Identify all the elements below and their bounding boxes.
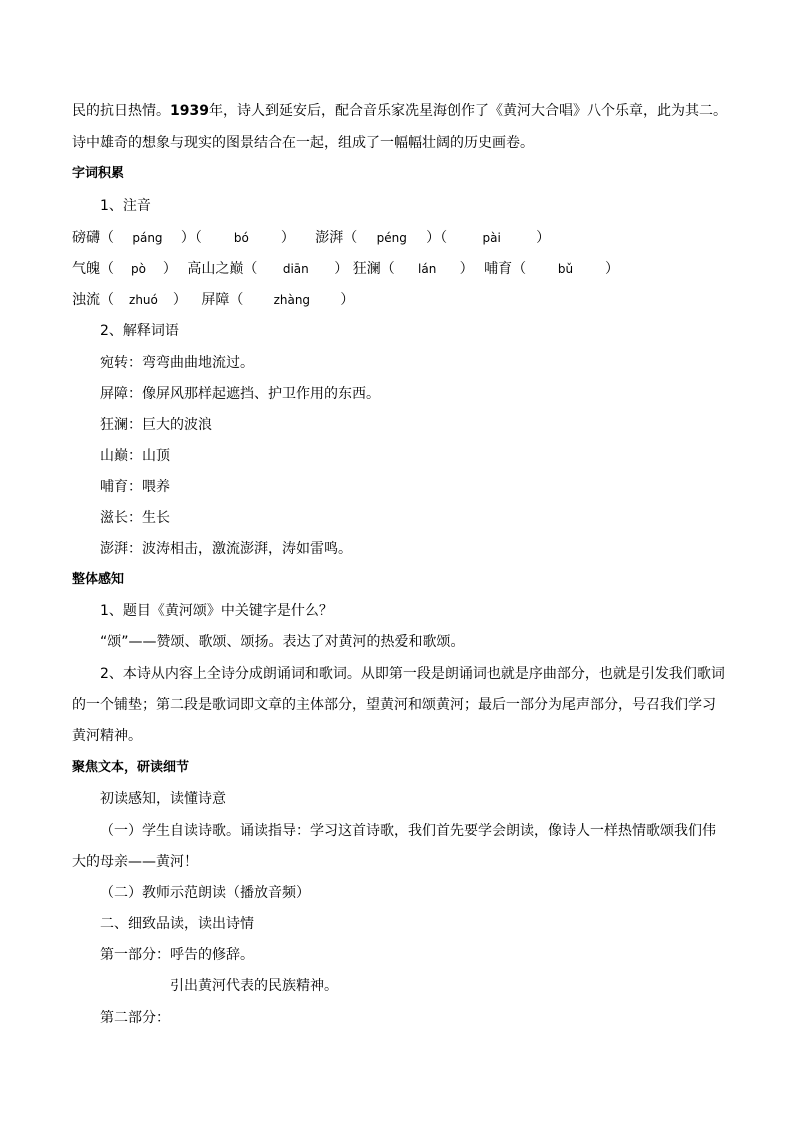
pinyin-bracket: ） <box>340 292 355 308</box>
pinyin-value: zhàng <box>273 293 311 307</box>
pinyin-word: 磅礴（ <box>72 230 114 246</box>
intro-year: 1939 <box>170 103 209 119</box>
item-1-line-2: 大的母亲——黄河！ <box>72 854 198 870</box>
pinyin-word: 屏障（ <box>201 292 244 308</box>
definition-item: 狂澜：巨大的波浪 <box>100 417 212 433</box>
part-2: 第二部分： <box>100 1010 170 1026</box>
definition-item: 宛转：弯弯曲曲地流过。 <box>100 355 254 371</box>
pinyin-row-2 <box>72 259 734 279</box>
part-1-note: 引出黄河代表的民族精神。 <box>170 978 338 994</box>
pinyin-bracket: ） <box>604 261 619 277</box>
pinyin-value: péng <box>376 231 407 245</box>
question-2-line-2: 的一个铺垫；第二段是歌词即文章的主体部分，望黄河和颂黄河；最后一部分为尾声部分，号召我们学习 <box>72 697 716 713</box>
pinyin-bracket: ） <box>536 230 551 246</box>
intro-text-a: 民的抗日热情。 <box>72 103 170 119</box>
pinyin-bracket: ） <box>334 261 349 277</box>
definition-item: 澎湃：波涛相击，激流澎湃，涛如雷鸣。 <box>100 541 352 557</box>
item-1-line-1: （一）学生自读诗歌。诵读指导：学习这首诗歌，我们首先要学会朗读，像诗人一样热情歌颂我们伟 <box>100 823 716 839</box>
pinyin-value: pò <box>130 262 146 276</box>
pinyin-word: 哺育（ <box>484 261 527 277</box>
pinyin-word: 气魄（ <box>72 261 114 277</box>
pinyin-word: 高山之巅（ <box>187 261 258 277</box>
answer-1: “颂”——赞颂、歌颂、颂扬。表达了对黄河的热爱和歌颂。 <box>100 634 465 650</box>
pinyin-bracket: ）（ <box>426 230 448 246</box>
question-1: 1、题目《黄河颂》中关键字是什么？ <box>100 603 333 619</box>
pinyin-value: lán <box>418 262 437 276</box>
intro-text-b: 年，诗人到延安后，配合音乐家冼星海创作了《黄河大合唱》八个乐章，此为其二。 <box>208 103 727 119</box>
definition-item: 屏障：像屏风那样起遮挡、护卫作用的东西。 <box>100 386 380 402</box>
pinyin-word: 浊流（ <box>72 292 114 308</box>
intro-line-2: 诗中雄奇的想象与现实的图景结合在一起，组成了一幅幅壮阔的历史画卷。 <box>72 135 534 151</box>
question-2-line-1: 2、本诗从内容上全诗分成朗诵词和歌词。从即第一段是朗诵词也就是序曲部分，也就是引发我们歌词 <box>100 666 725 682</box>
pinyin-value: bǔ <box>557 262 574 276</box>
question-2-line-3: 黄河精神。 <box>72 728 142 744</box>
pinyin-bracket: ） <box>172 292 187 308</box>
pinyin-word: 狂澜（ <box>352 261 395 277</box>
pinyin-bracket: ）（ <box>180 230 202 246</box>
sub-heading-pinyin: 1、注音 <box>100 198 151 214</box>
step-2: 二、细致品读，读出诗情 <box>100 916 254 932</box>
pinyin-row-3 <box>72 290 734 310</box>
heading-overall: 整体感知 <box>72 572 125 587</box>
definition-item: 山巅：山顶 <box>100 448 170 464</box>
pinyin-row-1 <box>72 228 734 248</box>
heading-vocab: 字词积累 <box>72 166 125 181</box>
step-1: 初读感知，读懂诗意 <box>100 791 226 807</box>
definition-item: 滋长：生长 <box>100 510 170 526</box>
item-2: （二）教师示范朗读（播放音频） <box>100 885 310 901</box>
pinyin-word: 澎湃（ <box>315 230 358 246</box>
pinyin-value: diān <box>282 262 309 276</box>
pinyin-value: zhuó <box>129 293 158 307</box>
heading-focus: 聚焦文本，研读细节 <box>72 760 190 775</box>
pinyin-bracket: ） <box>162 261 177 277</box>
pinyin-value: bó <box>233 231 249 245</box>
pinyin-bracket: ） <box>459 261 474 277</box>
pinyin-value: pài <box>482 231 501 245</box>
intro-line-1 <box>72 101 734 121</box>
pinyin-bracket: ） <box>280 230 295 246</box>
pinyin-value: páng <box>132 231 163 245</box>
sub-heading-definitions: 2、解释词语 <box>100 323 179 339</box>
definition-item: 哺育：喂养 <box>100 479 170 495</box>
part-1: 第一部分：呼告的修辞。 <box>100 947 254 963</box>
